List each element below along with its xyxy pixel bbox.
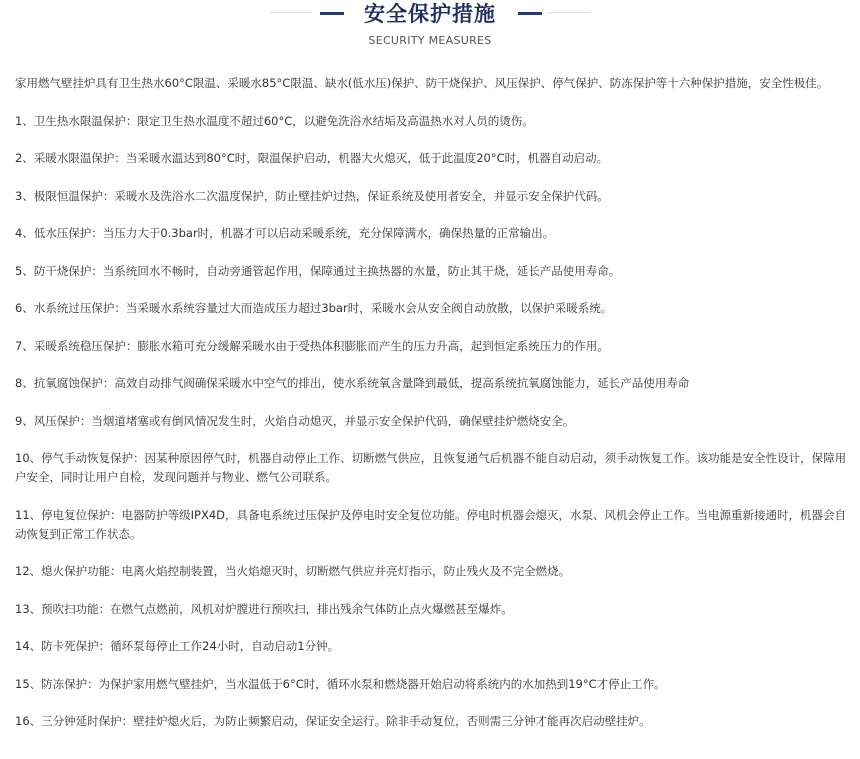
page-title: 安全保护措施 (364, 2, 496, 26)
measure-item: 11、停电复位保护：电器防护等级IPX4D，具备电系统过压保护及停电时安全复位功能。停电时机器会熄灭，水泵、风机会停止工作。当电源重新接通时，机器会自动恢复到正常工作状态。 (15, 507, 847, 541)
intro-paragraph: 家用燃气壁挂炉具有卫生热水60°C限温、采暖水85°C限温、缺水(低水压)保护、防干烧保护、风压保护、停气保护、防冻保护等十六种保护措施，安全性极佳。 (15, 76, 829, 90)
measure-item: 3、极限恒温保护：采暖水及洗浴水二次温度保护，防止壁挂炉过热，保证系统及使用者安全，并显示安全保护代码。 (15, 188, 609, 203)
header-dash-left (320, 12, 344, 15)
header-rule-left (270, 12, 312, 13)
measure-item: 2、采暖水限温保护：当采暖水温达到80°C时，限温保护启动，机器大火熄灭，低于此温度20°C时，机器自动启动。 (15, 151, 609, 165)
measure-item: 15、防冻保护：为保护家用燃气壁挂炉，当水温低于6°C时，循环水泵和燃烧器开始启动将系统内的水加热到19°C才停止工作。 (15, 676, 666, 691)
measure-item: 5、防干烧保护：当系统回水不畅时，自动旁通管起作用，保障通过主换热器的水量，防止其干烧，延长产品使用寿命。 (15, 263, 621, 278)
measure-item: 6、水系统过压保护：当采暖水系统容量过大而造成压力超过3bar时，采暖水会从安全阀自动放散，以保护采暖系统。 (15, 301, 613, 315)
measure-item: 12、熄火保护功能：电离火焰控制装置，当火焰熄灭时，切断燃气供应并亮灯指示，防止残火及不完全燃烧。 (15, 564, 571, 578)
measure-item: 9、风压保护：当烟道堵塞或有倒风情况发生时，火焰自动熄灭，并显示安全保护代码，确保壁挂炉燃烧安全。 (15, 413, 575, 428)
section-header (0, 0, 860, 60)
measure-item: 16、三分钟延时保护：壁挂炉熄火后，为防止频繁启动，保证安全运行。除非手动复位，否则需三分钟才能再次启动壁挂炉。 (15, 714, 651, 728)
measure-item: 13、预吹扫功能：在燃气点燃前，风机对炉膛进行预吹扫，排出残余气体防止点火爆燃甚至爆炸。 (15, 601, 513, 616)
measures-content (15, 74, 847, 750)
measure-item: 7、采暖系统稳压保护：膨胀水箱可充分缓解采暖水由于受热体积膨胀而产生的压力升高，起到恒定系统压力的作用。 (15, 338, 609, 353)
header-rule-right (548, 12, 590, 13)
measure-item: 10、停气手动恢复保护：因某种原因停气时，机器自动停止工作、切断燃气供应，且恢复通气后机器不能自动启动，须手动恢复工作。该功能是安全性设计，保障用户安全，同时让用户自检，发现问题并与物业、燃气公司联系。 (15, 451, 847, 484)
header-dash-right (518, 12, 542, 15)
measure-item: 14、防卡死保护：循环泵每停止工作24小时，自动启动1分钟。 (15, 639, 340, 653)
measure-item: 1、卫生热水限温保护：限定卫生热水温度不超过60°C，以避免洗浴水结垢及高温热水对人员的烫伤。 (15, 113, 534, 128)
measure-item: 4、低水压保护：当压力大于0.3bar时，机器才可以启动采暖系统，充分保障满水，确保热量的正常输出。 (15, 226, 555, 240)
page-subtitle: SECURITY MEASURES (368, 34, 492, 47)
measure-item: 8、抗氧腐蚀保护：高效自动排气阀确保采暖水中空气的排出，使水系统氧含量降到最低，提高系统抗氧腐蚀能力，延长产品使用寿命 (15, 376, 690, 390)
